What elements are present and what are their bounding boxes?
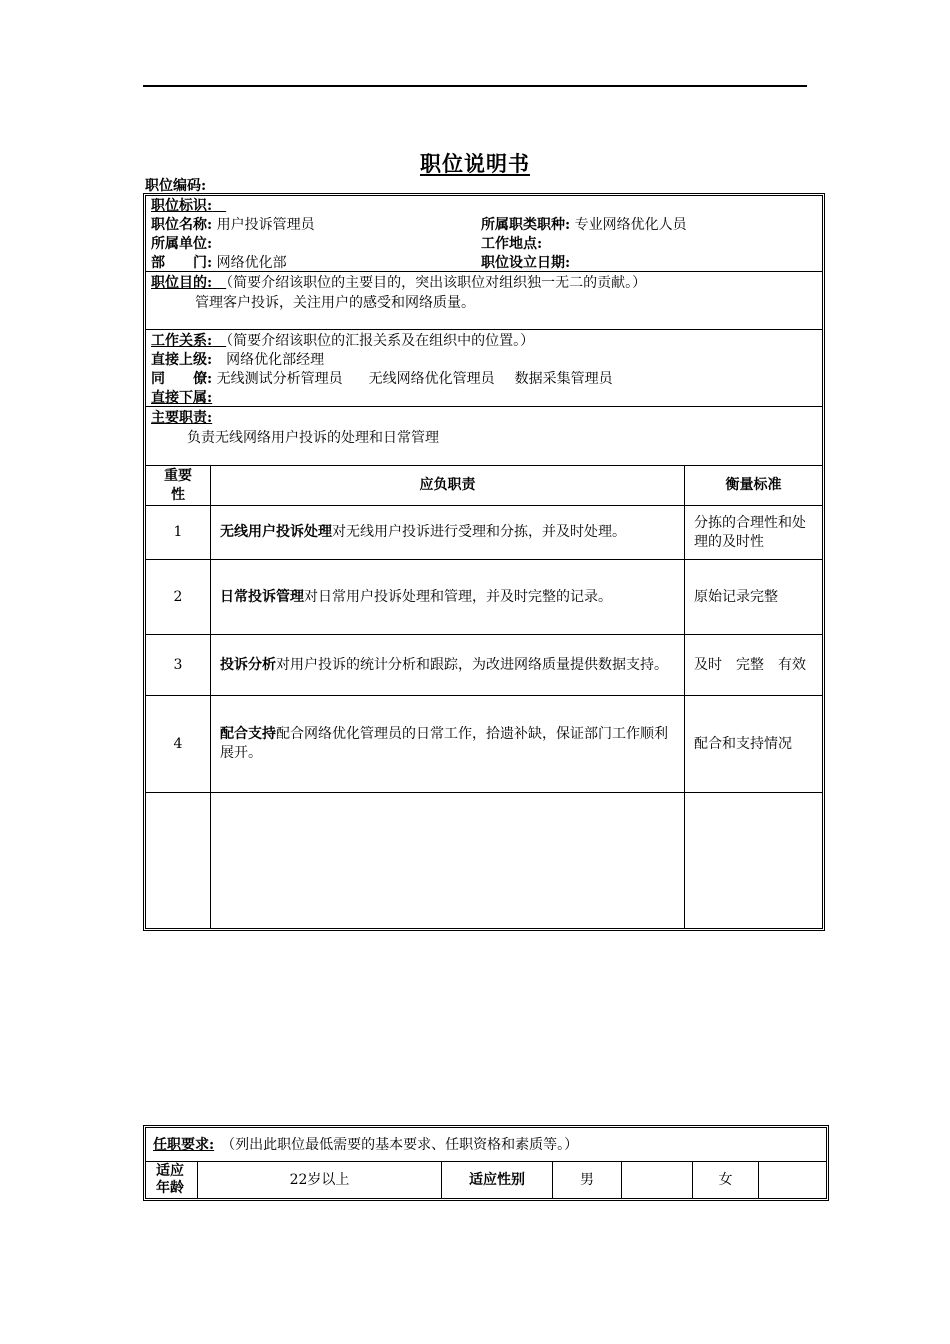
column-divider <box>621 1161 622 1198</box>
identity-section-label: 职位标识: <box>151 198 213 214</box>
purpose-text: 管理客户投诉，关注用户的感受和网络质量。 <box>195 295 475 311</box>
position-code-label: 职位编码: <box>145 178 207 194</box>
duties-label: 主要职责: <box>151 410 213 426</box>
divider <box>146 271 822 272</box>
row-divider <box>146 792 822 793</box>
duty-header: 应负职责 <box>419 477 476 493</box>
duty-number: 2 <box>173 588 183 605</box>
unit-label: 所属单位: <box>151 236 213 252</box>
column-divider <box>758 1161 759 1198</box>
duty-description: 配合支持配合网络优化管理员的日常工作，拾遗补缺，保证部门工作顺利展开。 <box>220 726 668 761</box>
divider <box>146 406 822 407</box>
duty-number: 4 <box>173 735 183 752</box>
duty-number: 1 <box>173 524 183 540</box>
duties-summary: 负责无线网络用户投诉的处理和日常管理 <box>187 430 439 446</box>
column-divider <box>684 465 685 929</box>
department-row: 部 门: 网络优化部 <box>151 255 287 271</box>
duty-standard: 及时 完整 有效 <box>694 656 806 673</box>
requirements-row: 任职要求: （列出此职位最低需要的基本要求、任职资格和素质等。） <box>153 1137 579 1153</box>
relations-row: 工作关系: （简要介绍该职位的汇报关系及在组织中的位置。） <box>151 333 535 349</box>
purpose-row: 职位目的: （简要介绍该职位的主要目的，突出该职位对组织独一无二的贡献。） <box>151 275 647 291</box>
position-category-row: 所属职类职种: 专业网络优化人员 <box>481 217 687 233</box>
duty-number: 3 <box>173 656 183 673</box>
establish-date-label: 职位设立日期: <box>481 255 571 271</box>
document-title: 职位说明书 <box>420 151 530 176</box>
location-label: 工作地点: <box>481 236 543 252</box>
duty-standard: 原始记录完整 <box>694 588 778 605</box>
superior-row: 直接上级: 网络优化部经理 <box>151 352 325 368</box>
gender-female: 女 <box>718 1171 733 1188</box>
gender-label: 适应性别 <box>469 1171 525 1188</box>
duty-description: 无线用户投诉处理对无线用户投诉进行受理和分拣，并及时处理。 <box>220 524 626 540</box>
age-value: 22岁以上 <box>289 1171 350 1188</box>
duty-description: 投诉分析对用户投诉的统计分析和跟踪，为改进网络质量提供数据支持。 <box>220 656 668 673</box>
importance-header: 重要性 <box>164 467 192 503</box>
age-label: 适应年龄 <box>156 1163 184 1196</box>
subordinate-label: 直接下属: <box>151 390 213 406</box>
position-name-row: 职位名称: 用户投诉管理员 <box>151 217 315 233</box>
header-rule <box>143 85 807 87</box>
duty-description: 日常投诉管理对日常用户投诉处理和管理，并及时完整的记录。 <box>220 588 612 605</box>
duty-standard: 分拣的合理性和处理的及时性 <box>694 514 806 550</box>
divider <box>146 329 822 330</box>
gender-male: 男 <box>580 1171 594 1188</box>
column-divider <box>210 465 211 929</box>
standard-header: 衡量标准 <box>725 477 782 493</box>
duty-standard: 配合和支持情况 <box>694 735 792 752</box>
peers-row: 同 僚: 无线测试分析管理员 无线网络优化管理员 数据采集管理员 <box>151 371 613 387</box>
